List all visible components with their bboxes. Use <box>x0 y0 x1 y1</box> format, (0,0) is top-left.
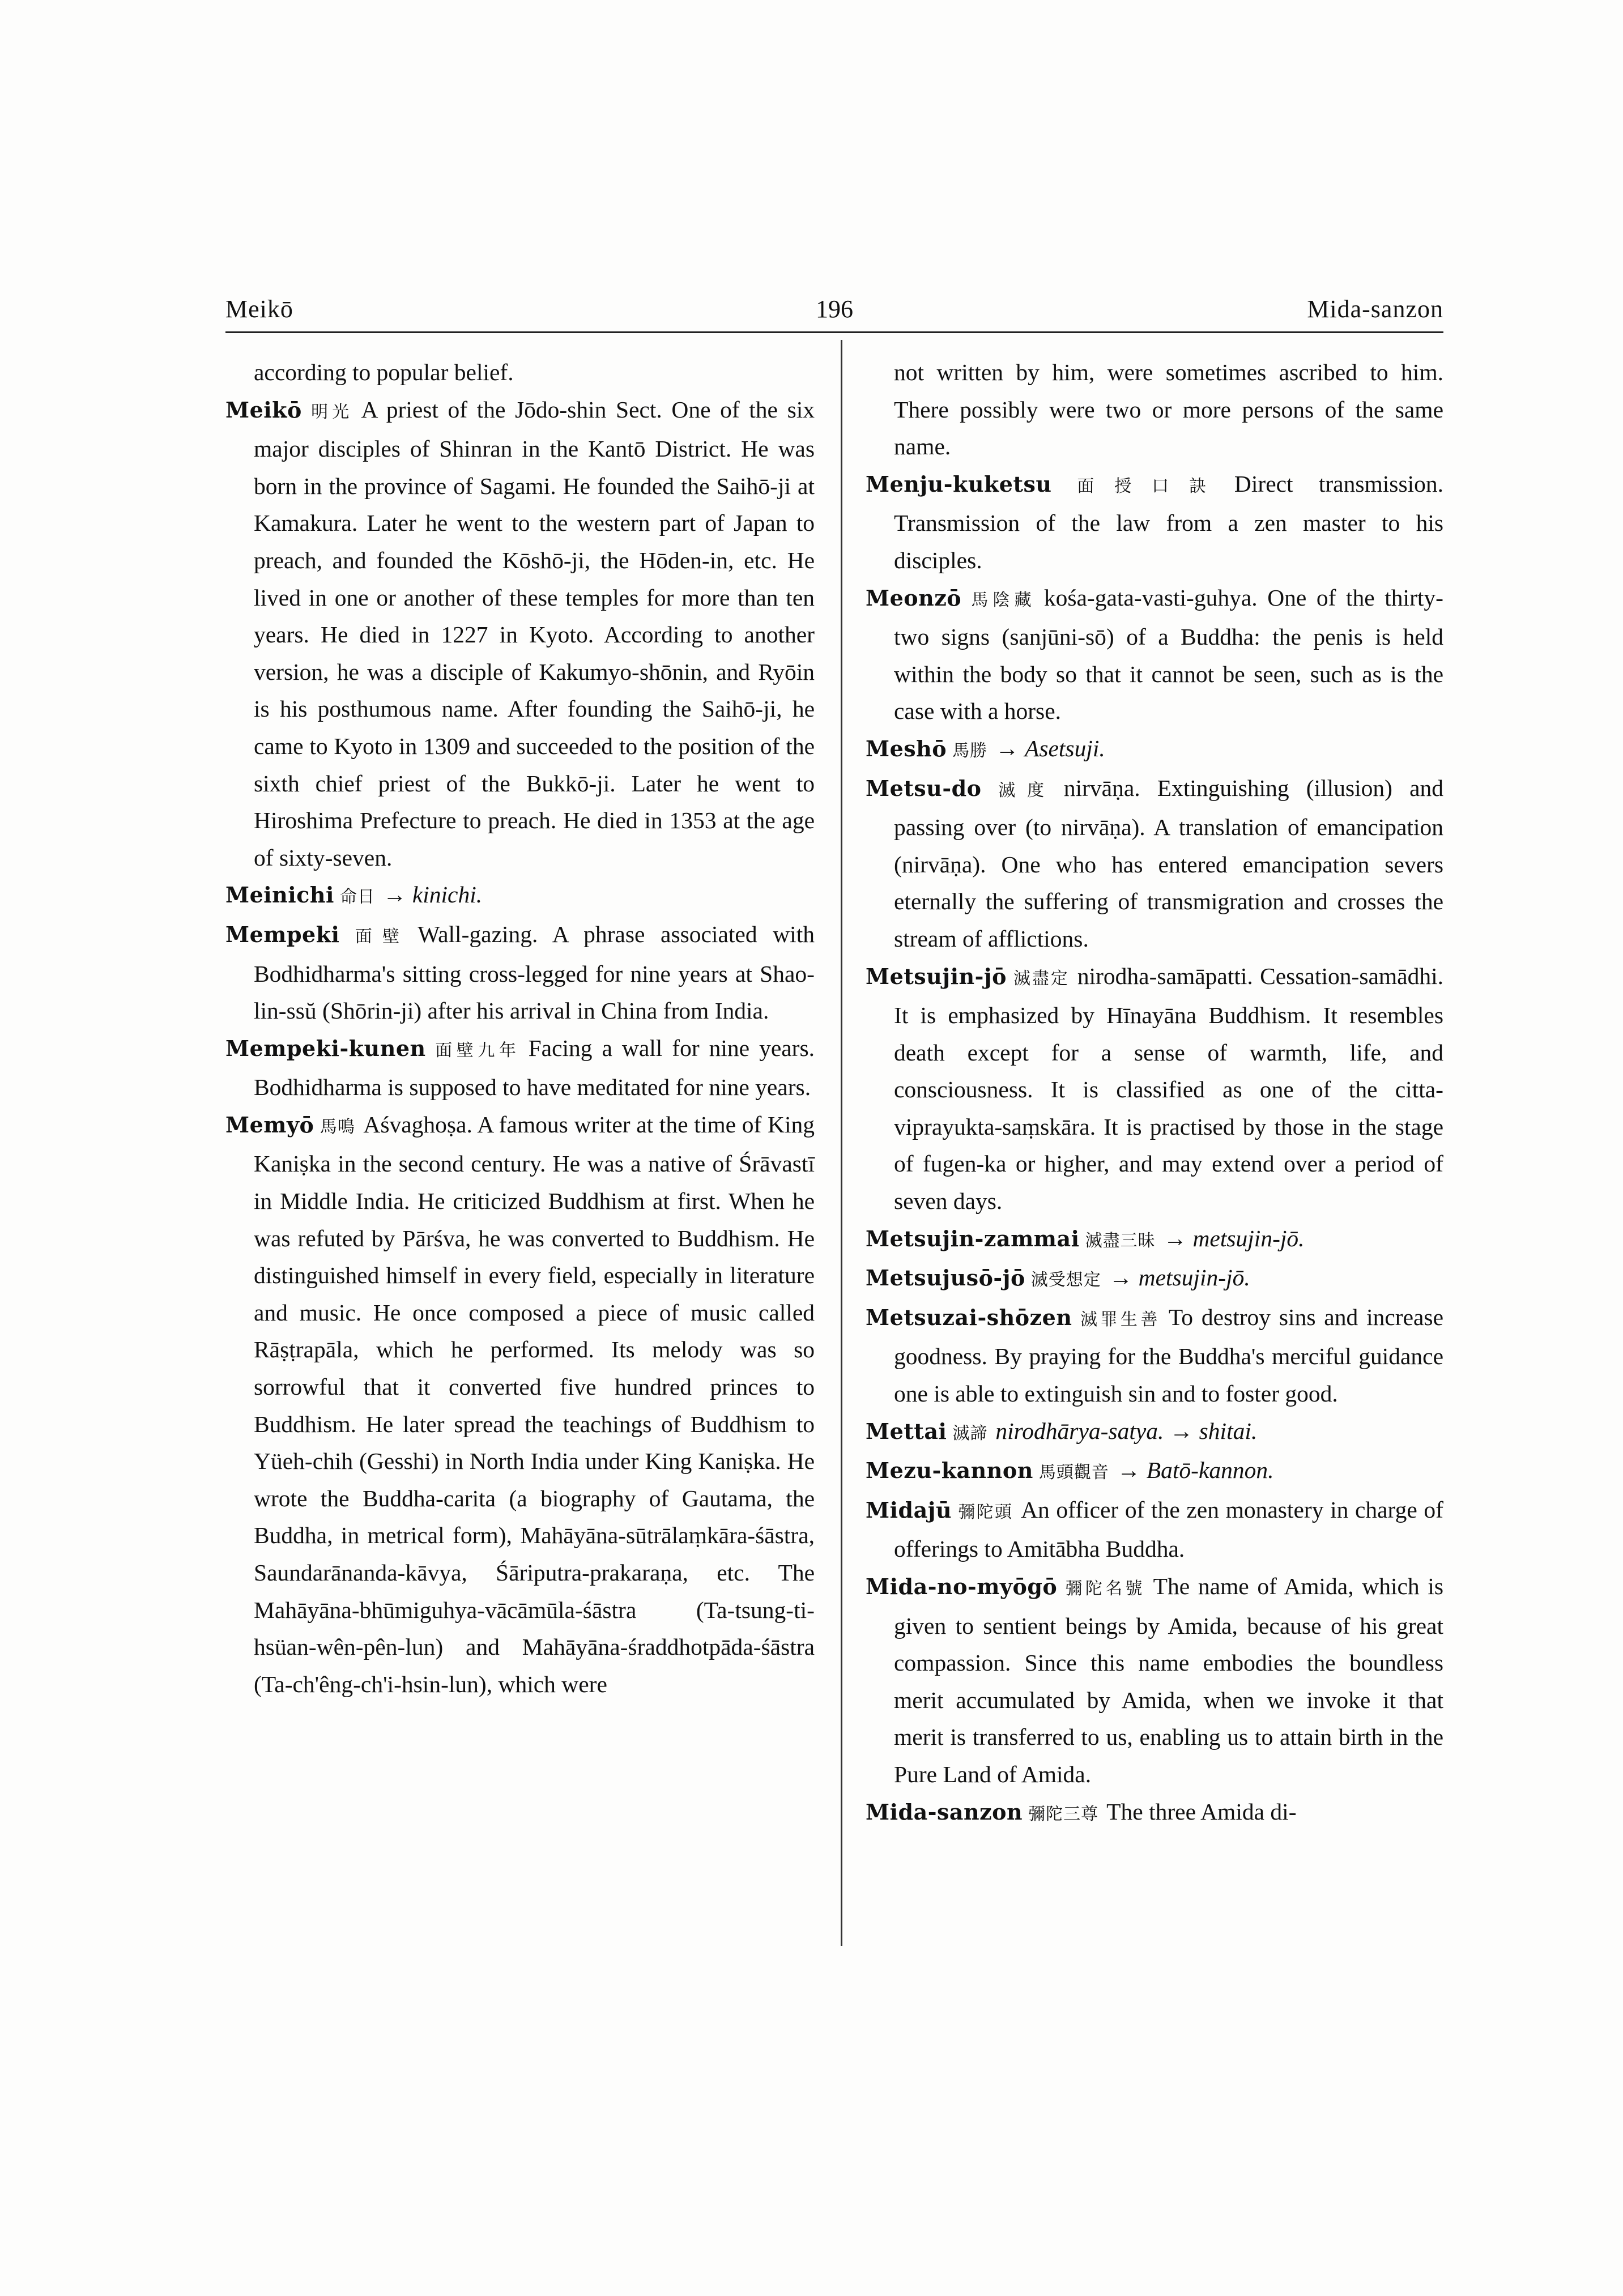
entry-definition: Aśvaghoṣa. A famous writer at the time of King Kaniṣka in the second century. He was a native of Śrāvastī in Middle India. He criticized Buddhism at first. When he was refuted by Pārśva, he was converted to Buddhism. He distinguished himself in every field, especially in literature and music. He once composed a piece of music called Rāṣṭrapāla, which he performed. Its melody was so sorrowful that it converted five hundred princes to Buddhism. He later spread the teachings of Buddhism to Yüeh-chih (Gesshi) in North India under King Kaniṣka. He wrote the Buddha-carita (a biography of Gautama, the Buddha, in metrical form), Mahāyāna-sūtrālaṃkāra-śāstra, Saundarānanda-kāvya, Śāriputra-prakaraṇa, etc. The Mahāyāna-bhūmiguhya-vācāmūla-śāstra (Ta-tsung-ti-hsüan-wên-pên-lun) and Mahāyāna-śraddhotpāda-śāstra (Ta-ch'êng-ch'i-hsin-lun), which were <box>254 1111 815 1697</box>
entry-definition: nirvāṇa. Extinguishing (illusion) and passing over (to nirvāṇa). A translation of emancipation (nirvāṇa). One who has entered emancipation severs eternally the suffering of transmigration and crosses the stream of afflictions. <box>894 774 1443 952</box>
entry-definition: kośa-gata-vasti-guhya. One of the thirty-two signs (sanjūni-sō) of a Buddha: the penis is held within the body so that it cannot be seen, such as is the case with a horse. <box>894 584 1444 725</box>
entry-midaju <box>866 1492 1443 1568</box>
entry-kanji: 明光 <box>307 402 353 422</box>
entry-definition: → Batō-kannon. <box>1117 1457 1274 1484</box>
entry-kanji: 馬陰藏 <box>967 590 1036 610</box>
entry-definition: Wall-gazing. A phrase associated with Bodhidharma's sitting cross-legged for nine years at Shao-lin-ssŭ (Shōrin-ji) after his arrival in China from India. <box>254 921 815 1024</box>
entry-kanji: 滅受想定 <box>1030 1270 1101 1290</box>
entry-mempeki-kunen <box>225 1030 815 1106</box>
entry-definition: nirodhārya-satya. → shitai. <box>995 1417 1258 1444</box>
entry-kanji: 面授口訣 <box>1057 476 1226 496</box>
right-column <box>866 354 1443 1833</box>
entry-definition: The three Amida di- <box>1106 1798 1297 1825</box>
entry-metsujin-jo <box>866 958 1443 1220</box>
entry-metsujuso-jo <box>866 1259 1443 1299</box>
entry-definition: → metsujin-jō. <box>1163 1225 1305 1251</box>
entry-definition: A priest of the Jōdo-shin Sect. One of the six major disciples of Shinran in the Kantō District. He was born in the province of Sagami. He founded the Saihō-ji at Kamakura. Later he went to the western part of Japan to preach, and founded the Kōshō-ji, the Hōden-in, etc. He lived in one or another of these temples for more than ten years. He died in 1227 in Kyoto. According to another version, he was a disciple of Kakumyo-shōnin, and Ryōin is his posthumous name. After founding the Saihō-ji, he came to Kyoto in 1309 and succeeded to the position of the sixth chief priest of the Bukkō-ji. Later he went to Hiroshima Prefecture to preach. He died in 1353 at the age of sixty-seven. <box>254 396 815 871</box>
column-divider <box>841 340 842 1946</box>
entry-definition: → Asetsuji. <box>995 735 1105 761</box>
entry-headword: Mempeki <box>225 921 340 947</box>
entry-meinichi <box>225 876 815 916</box>
header-rule <box>225 331 1443 333</box>
entry-definition: → metsujin-jō. <box>1109 1264 1250 1291</box>
entry-continuation <box>866 354 1443 466</box>
entry-headword: Mempeki-kunen <box>225 1035 426 1061</box>
entry-kanji: 馬鳴 <box>320 1117 356 1137</box>
entry-continuation <box>225 354 815 391</box>
page-number: 196 <box>816 295 853 323</box>
entry-headword: Mida-sanzon <box>866 1799 1023 1825</box>
entry-kanji: 彌陀頭 <box>957 1502 1013 1522</box>
entry-definition: Facing a wall for nine years. Bodhidharma is supposed to have meditated for nine years. <box>254 1034 815 1101</box>
entry-mezu-kannon <box>866 1452 1443 1492</box>
entry-headword: Metsujin-zammai <box>866 1225 1080 1251</box>
entry-definition: → kinichi. <box>382 881 483 908</box>
header-last-entry: Mida-sanzon <box>1307 295 1443 323</box>
entry-kanji: 面壁 <box>345 926 410 947</box>
entry-headword: Meikō <box>225 397 302 423</box>
entry-menju-kuketsu <box>866 466 1443 580</box>
entry-mida-no-myogo <box>866 1568 1443 1794</box>
entry-kanji: 面壁九年 <box>431 1040 521 1060</box>
entry-kanji: 命日 <box>339 887 375 908</box>
entry-headword: Metsujusō-jō <box>866 1265 1025 1291</box>
entry-metsuzai-shozen <box>866 1299 1443 1413</box>
entry-headword: Metsuzai-shōzen <box>866 1304 1072 1330</box>
entry-mesho <box>866 730 1443 770</box>
entry-definition: The name of Amida, which is given to sentient beings by Amida, because of his great compassion. Since this name embodies the boundless merit accumulated by Amida, when we invoke it that merit is transferred to us, enabling us to attain birth in the Pure Land of Amida. <box>894 1573 1444 1787</box>
entry-definition: nirodha-samāpatti. Cessation-samādhi. It is emphasized by Hīnayāna Buddhism. It resembles death except for a sense of warmth, life, and consciousness. It is classified as one of the citta-viprayukta-saṃskāra. It is practised by those in the stage of fugen-ka or higher, and may extend over a period of seven days. <box>894 962 1444 1215</box>
entry-definition: An officer of the zen monastery in charge of offerings to Amitābha Buddha. <box>894 1496 1443 1562</box>
entry-headword: Meinichi <box>225 882 334 908</box>
entry-mida-sanzon <box>866 1794 1443 1833</box>
entry-definition: To destroy sins and increase goodness. By praying for the Buddha's merciful guidance one is able to extinguish sin and to foster good. <box>894 1304 1443 1407</box>
entry-kanji: 滅罪生善 <box>1077 1309 1161 1330</box>
entry-definition: according to popular belief. <box>254 359 514 385</box>
entry-definition: Direct transmission. Transmission of the law from a zen master to his disciples. <box>894 470 1444 573</box>
entry-metsu-do <box>866 770 1443 958</box>
running-header <box>225 295 1443 329</box>
entry-definition: not written by him, were sometimes ascribed to him. There possibly were two or more persons of the same name. <box>894 359 1443 460</box>
entry-headword: Memyō <box>225 1111 314 1138</box>
entry-kanji: 彌陀名號 <box>1063 1579 1145 1599</box>
entry-meiko <box>225 391 815 877</box>
entry-headword: Meonzō <box>866 585 962 611</box>
entry-metsujin-zammai <box>866 1220 1443 1260</box>
entry-headword: Mettai <box>866 1418 947 1444</box>
entry-headword: Metsu-do <box>866 775 982 801</box>
entry-kanji: 彌陀三尊 <box>1028 1804 1099 1824</box>
entry-headword: Mida-no-myōgō <box>866 1574 1058 1599</box>
entry-headword: Mezu-kannon <box>866 1458 1033 1484</box>
entry-headword: Metsujin-jō <box>866 963 1007 989</box>
entry-kanji: 滅盡三昧 <box>1085 1230 1156 1251</box>
entry-memyo <box>225 1106 815 1703</box>
entry-headword: Meshō <box>866 735 947 761</box>
entry-mempeki <box>225 916 815 1030</box>
entry-headword: Midajū <box>866 1497 952 1523</box>
entry-kanji: 馬頭觀音 <box>1038 1463 1109 1483</box>
entry-meonzo <box>866 580 1443 730</box>
entry-kanji: 滅盡定 <box>1012 968 1070 989</box>
entry-mettai <box>866 1413 1443 1452</box>
entry-kanji: 滅度 <box>987 780 1056 800</box>
entry-kanji: 馬勝 <box>952 740 988 761</box>
left-column <box>225 354 815 1703</box>
entry-kanji: 滅諦 <box>952 1423 988 1443</box>
entry-headword: Menju-kuketsu <box>866 471 1052 497</box>
header-first-entry: Meikō <box>225 295 293 323</box>
